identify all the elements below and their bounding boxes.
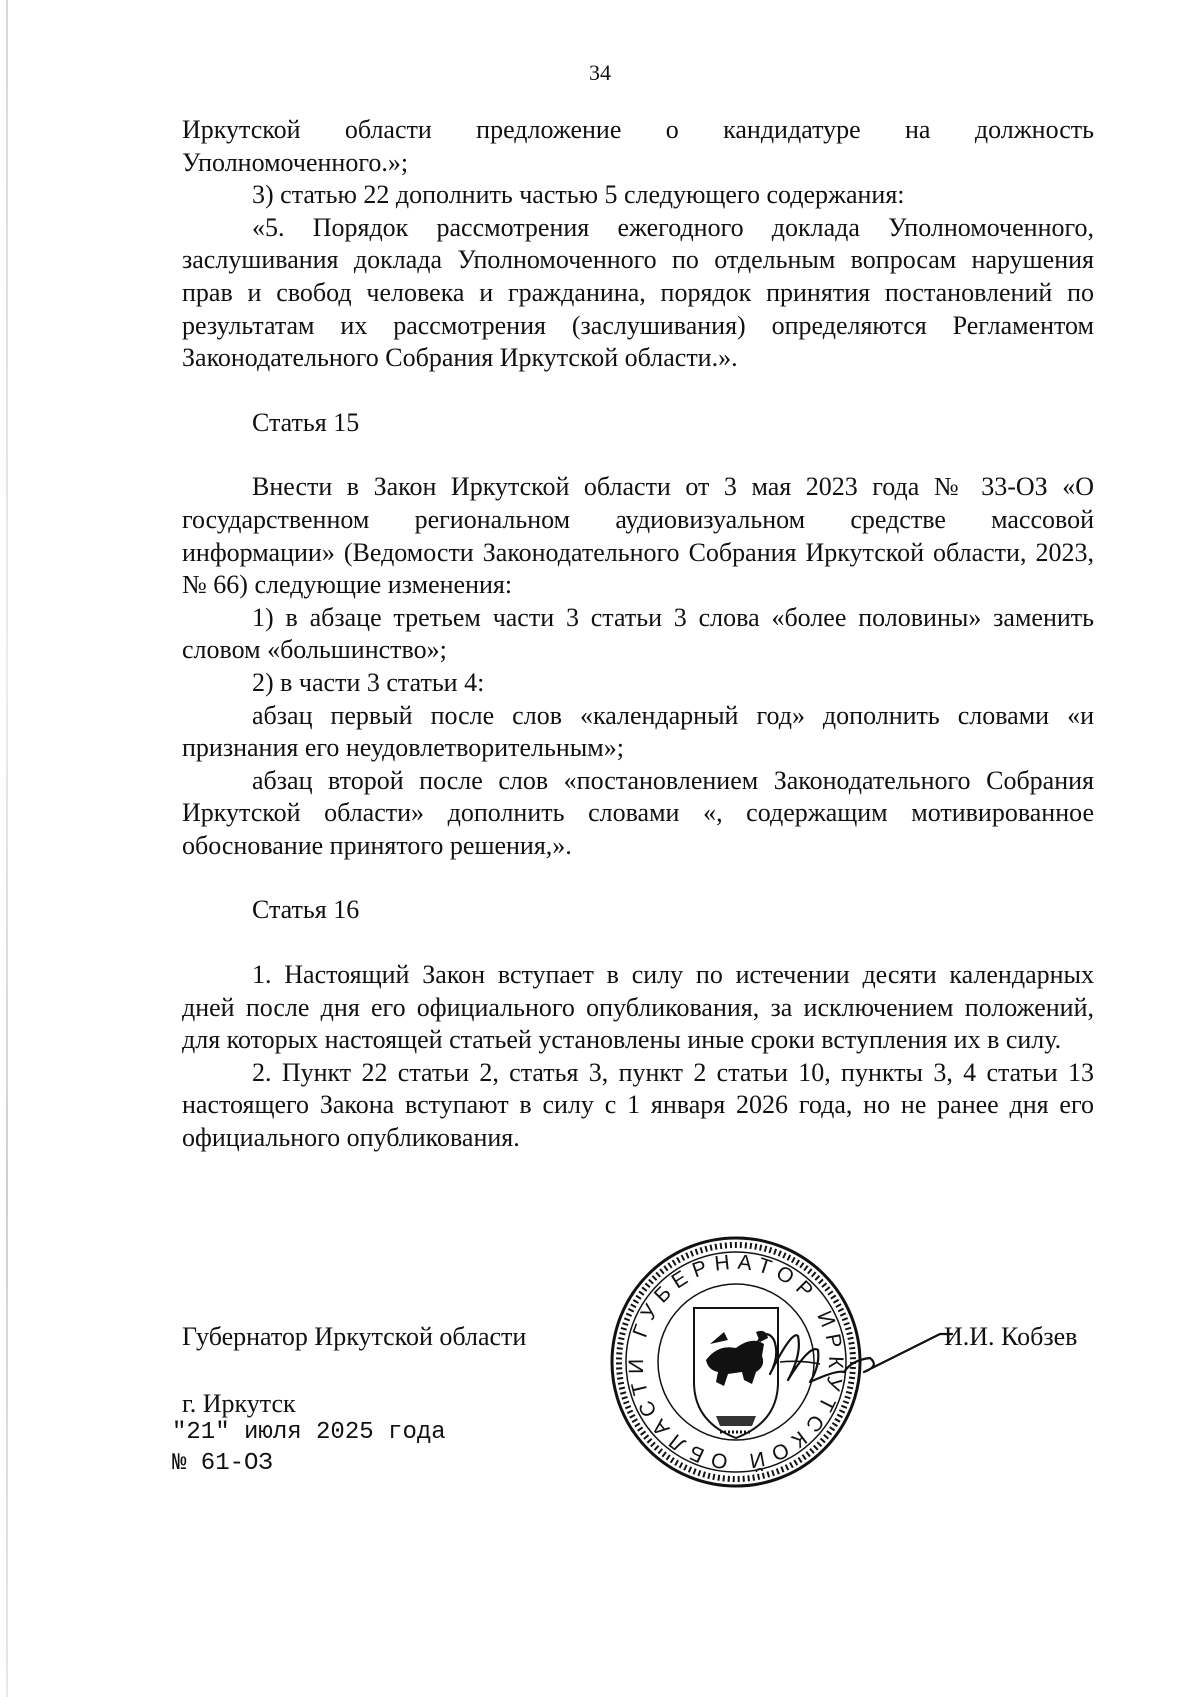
signing-date: "21" июля 2025 года	[172, 1419, 446, 1446]
article-15-title: Статья 15	[252, 407, 360, 437]
paragraph: Иркутской области предложение о кандидатуре на должность Уполномоченного.»;	[182, 115, 1094, 177]
paragraph: 2) в части 3 статьи 4:	[252, 667, 485, 697]
paragraph: абзац первый после слов «календарный год» дополнить словами «и признания его неудовлетворительным»;	[182, 700, 1094, 763]
seal-text: ГУБЕРНАТОР ИРКУТСКОЙ ОБЛАСТИ	[624, 1250, 848, 1474]
governor-title: Губернатор Иркутской области	[182, 1322, 527, 1351]
paragraph: 3) статью 22 дополнить частью 5 следующего содержания:	[252, 180, 905, 210]
paragraph: абзац второй после слов «постановлением Законодательного Собрания Иркутской области» дополнить словами «, содержащим мотивированное обоснование принятого решения,».	[182, 765, 1094, 860]
paragraph: 2. Пункт 22 статьи 2, статья 3, пункт 2 статьи 10, пункты 3, 4 статьи 13 настоящего Закона вступают в силу с 1 января 2026 года, но не ранее дня его официального опубликования.	[182, 1057, 1094, 1153]
paragraph: «5. Порядок рассмотрения ежегодного доклада Уполномоченного, заслушивания доклада Уполномоченного по отдельным вопросам нарушения прав и свобод человека и гражданина, порядок принятия постановлений по результатам их рассмотрения (заслушивания) определяются Регламентом Законодательного Собрания Иркутской области.».	[182, 212, 1094, 373]
paragraph: 1) в абзаце третьем части 3 статьи 3 слова «более половины» заменить словом «большинство»;	[182, 602, 1094, 665]
article-16-title: Статья 16	[252, 895, 360, 925]
paragraph: Внести в Закон Иркутской области от 3 мая 2023 года № 33-ОЗ «О государственном региональном аудиовизуальном средстве массовой информации» (Ведомости Законодательного Собрания Иркутской области, 2023, № 66) следующие изменения:	[182, 472, 1094, 600]
handwritten-signature	[740, 1300, 960, 1410]
governor-name: И.И. Кобзев	[944, 1322, 1078, 1351]
page-number: 34	[589, 60, 611, 85]
signing-place: г. Иркутск	[182, 1389, 296, 1418]
law-number: № 61-ОЗ	[172, 1450, 273, 1477]
paragraph: 1. Настоящий Закон вступает в силу по истечении десяти календарных дней после дня его официального опубликования, за исключением положений, для которых настоящей статьей установлены иные сроки вступления их в силу.	[182, 960, 1094, 1055]
